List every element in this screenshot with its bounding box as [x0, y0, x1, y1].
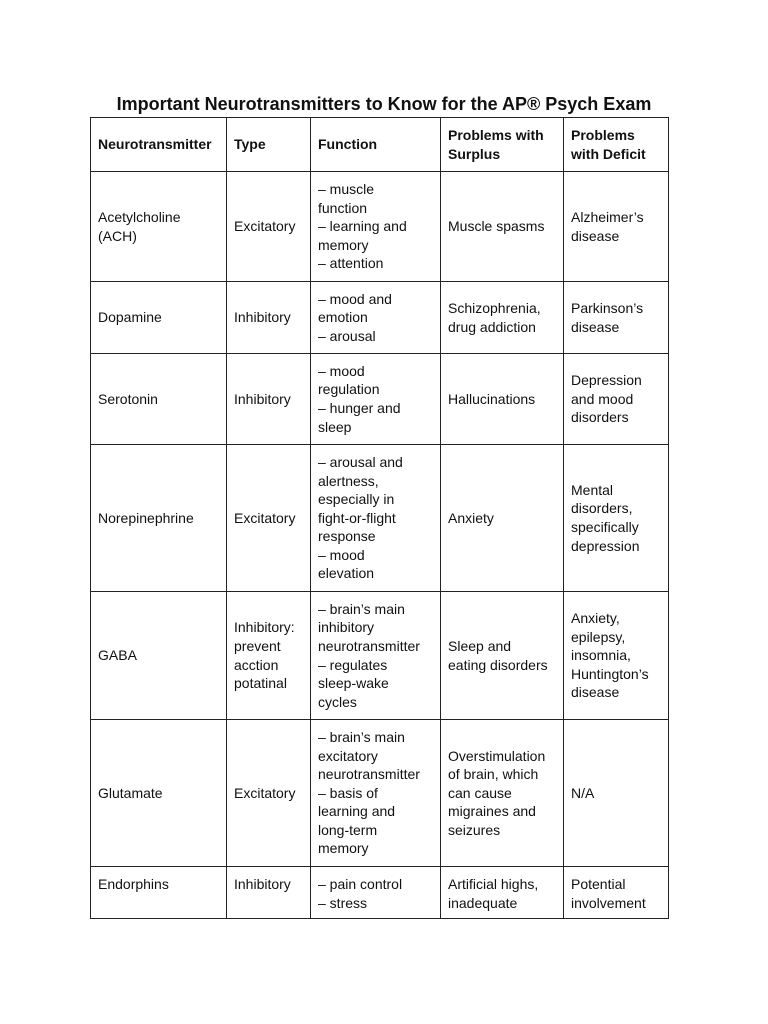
cell-type: Inhibitory: [227, 867, 311, 919]
cell-deficit: N/A: [564, 720, 669, 867]
cell-neurotransmitter: Serotonin: [91, 354, 227, 445]
header-type: Type: [227, 118, 311, 172]
cell-type: Excitatory: [227, 172, 311, 282]
cell-surplus: Overstimulation of brain, which can cause migraines and seizures: [441, 720, 564, 867]
cell-type: Excitatory: [227, 720, 311, 867]
table-row: [91, 282, 669, 354]
header-function: Function: [311, 118, 441, 172]
cell-function: – brain’s main excitatory neurotransmitter – basis of learning and long-term memory: [311, 720, 441, 867]
cell-deficit: Anxiety, epilepsy, insomnia, Huntington’s disease: [564, 592, 669, 720]
cell-surplus: Schizophrenia, drug addiction: [441, 282, 564, 354]
neurotransmitter-table: [90, 117, 669, 919]
cell-deficit: Depression and mood disorders: [564, 354, 669, 445]
cell-neurotransmitter: Endorphins: [91, 867, 227, 919]
header-neurotransmitter: Neurotransmitter: [91, 118, 227, 172]
header-deficit: Problems with Deficit: [564, 118, 669, 172]
cell-type: Inhibitory: [227, 354, 311, 445]
cell-surplus: Muscle spasms: [441, 172, 564, 282]
cell-deficit: Alzheimer’s disease: [564, 172, 669, 282]
table-row: [91, 720, 669, 867]
cell-deficit: Parkinson’s disease: [564, 282, 669, 354]
cell-neurotransmitter: Norepinephrine: [91, 445, 227, 592]
cell-deficit: Mental disorders, specifically depression: [564, 445, 669, 592]
cell-function: – muscle function – learning and memory – attention: [311, 172, 441, 282]
table-row: [91, 354, 669, 445]
cell-function: – arousal and alertness, especially in fight-or-flight response – mood elevation: [311, 445, 441, 592]
cell-surplus: Sleep and eating disorders: [441, 592, 564, 720]
cell-type: Excitatory: [227, 445, 311, 592]
cell-type: Inhibitory: prevent acction potatinal: [227, 592, 311, 720]
cell-surplus: Hallucinations: [441, 354, 564, 445]
cell-function: – mood regulation – hunger and sleep: [311, 354, 441, 445]
cell-deficit: Potential involvement: [564, 867, 669, 919]
cell-function: – brain’s main inhibitory neurotransmitter – regulates sleep-wake cycles: [311, 592, 441, 720]
cell-surplus: Anxiety: [441, 445, 564, 592]
table-row: [91, 867, 669, 919]
table-header-row: [91, 118, 669, 172]
table-row: [91, 445, 669, 592]
cell-neurotransmitter: Glutamate: [91, 720, 227, 867]
page-title: Important Neurotransmitters to Know for the AP® Psych Exam: [116, 94, 652, 114]
table-row: [91, 592, 669, 720]
cell-type: Inhibitory: [227, 282, 311, 354]
header-surplus: Problems with Surplus: [441, 118, 564, 172]
cell-surplus: Artificial highs, inadequate: [441, 867, 564, 919]
cell-function: – mood and emotion – arousal: [311, 282, 441, 354]
cell-neurotransmitter: Acetylcholine (ACH): [91, 172, 227, 282]
cell-neurotransmitter: Dopamine: [91, 282, 227, 354]
cell-neurotransmitter: GABA: [91, 592, 227, 720]
table-row: [91, 172, 669, 282]
cell-function: – pain control – stress: [311, 867, 441, 919]
